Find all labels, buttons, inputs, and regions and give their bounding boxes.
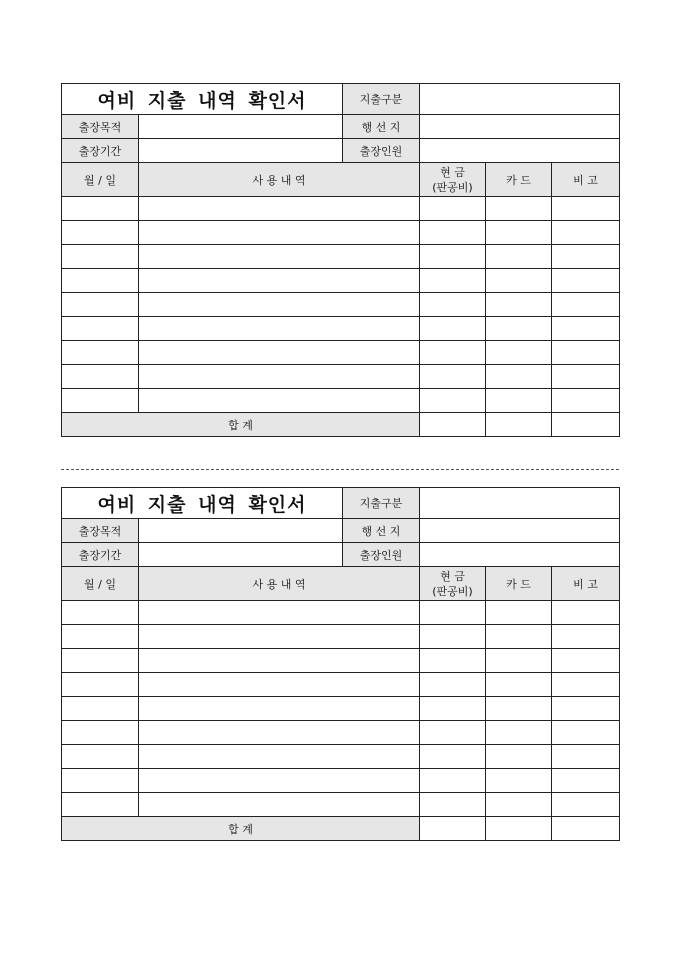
entry-cash-field[interactable] bbox=[420, 365, 486, 389]
entry-cash-field[interactable] bbox=[420, 673, 486, 697]
entry-card-field[interactable] bbox=[486, 245, 552, 269]
expense-type-field[interactable] bbox=[420, 84, 620, 115]
entry-note-field[interactable] bbox=[552, 221, 620, 245]
entry-details-field[interactable] bbox=[139, 673, 420, 697]
entry-date-field[interactable] bbox=[62, 317, 139, 341]
entry-row bbox=[62, 601, 620, 625]
total-card-field[interactable] bbox=[486, 413, 552, 437]
members-field[interactable] bbox=[420, 139, 620, 163]
entry-date-field[interactable] bbox=[62, 697, 139, 721]
expense-type-field[interactable] bbox=[420, 488, 620, 519]
entry-row bbox=[62, 649, 620, 673]
entry-card-field[interactable] bbox=[486, 269, 552, 293]
purpose-field[interactable] bbox=[139, 519, 343, 543]
entry-note-field[interactable] bbox=[552, 649, 620, 673]
entry-row bbox=[62, 745, 620, 769]
purpose-field[interactable] bbox=[139, 115, 343, 139]
entry-row bbox=[62, 269, 620, 293]
entry-row bbox=[62, 673, 620, 697]
entry-cash-field[interactable] bbox=[420, 769, 486, 793]
entry-row bbox=[62, 365, 620, 389]
entry-details-field[interactable] bbox=[139, 197, 420, 221]
entry-details-field[interactable] bbox=[139, 769, 420, 793]
entry-details-field[interactable] bbox=[139, 269, 420, 293]
entry-note-field[interactable] bbox=[552, 601, 620, 625]
destination-label: 행 선 지 bbox=[343, 115, 420, 139]
entry-details-field[interactable] bbox=[139, 341, 420, 365]
entry-note-field[interactable] bbox=[552, 197, 620, 221]
entry-card-field[interactable] bbox=[486, 317, 552, 341]
entry-details-field[interactable] bbox=[139, 221, 420, 245]
total-note-field[interactable] bbox=[552, 413, 620, 437]
col-header-cash-line2: (판공비) bbox=[432, 180, 473, 194]
expense-type-label: 지출구분 bbox=[343, 84, 420, 115]
col-header-card: 카 드 bbox=[486, 567, 552, 601]
entry-card-field[interactable] bbox=[486, 221, 552, 245]
entry-cash-field[interactable] bbox=[420, 293, 486, 317]
total-label: 합 계 bbox=[62, 413, 420, 437]
form-title-cell bbox=[62, 84, 343, 115]
entry-row bbox=[62, 793, 620, 817]
entry-row bbox=[62, 769, 620, 793]
entry-date-field[interactable] bbox=[62, 269, 139, 293]
expense-form-1 bbox=[61, 83, 619, 437]
entry-card-field[interactable] bbox=[486, 197, 552, 221]
period-field[interactable] bbox=[139, 543, 343, 567]
members-label: 출장인원 bbox=[343, 543, 420, 567]
entry-row bbox=[62, 625, 620, 649]
entry-date-field[interactable] bbox=[62, 745, 139, 769]
expense-table bbox=[61, 487, 620, 841]
col-header-cash-line1: 현 금 bbox=[440, 165, 465, 179]
entry-cash-field[interactable] bbox=[420, 625, 486, 649]
entry-card-field[interactable] bbox=[486, 793, 552, 817]
entry-date-field[interactable] bbox=[62, 221, 139, 245]
period-label: 출장기간 bbox=[62, 139, 139, 163]
entry-details-field[interactable] bbox=[139, 745, 420, 769]
entry-note-field[interactable] bbox=[552, 697, 620, 721]
entry-details-field[interactable] bbox=[139, 245, 420, 269]
entry-cash-field[interactable] bbox=[420, 341, 486, 365]
entry-note-field[interactable] bbox=[552, 293, 620, 317]
entry-date-field[interactable] bbox=[62, 601, 139, 625]
form-title-cell bbox=[62, 488, 343, 519]
entry-cash-field[interactable] bbox=[420, 745, 486, 769]
entry-cash-field[interactable] bbox=[420, 389, 486, 413]
entry-note-field[interactable] bbox=[552, 341, 620, 365]
entry-cash-field[interactable] bbox=[420, 245, 486, 269]
destination-field[interactable] bbox=[420, 115, 620, 139]
col-header-cash-line1: 현 금 bbox=[440, 569, 465, 583]
destination-label: 행 선 지 bbox=[343, 519, 420, 543]
entry-date-field[interactable] bbox=[62, 245, 139, 269]
entry-row bbox=[62, 221, 620, 245]
entry-details-field[interactable] bbox=[139, 625, 420, 649]
entry-date-field[interactable] bbox=[62, 649, 139, 673]
entry-cash-field[interactable] bbox=[420, 697, 486, 721]
entry-note-field[interactable] bbox=[552, 625, 620, 649]
entry-date-field[interactable] bbox=[62, 625, 139, 649]
entry-note-field[interactable] bbox=[552, 769, 620, 793]
entry-card-field[interactable] bbox=[486, 341, 552, 365]
entry-row bbox=[62, 341, 620, 365]
entry-date-field[interactable] bbox=[62, 793, 139, 817]
entry-details-field[interactable] bbox=[139, 317, 420, 341]
entry-details-field[interactable] bbox=[139, 601, 420, 625]
entry-card-field[interactable] bbox=[486, 769, 552, 793]
entry-card-field[interactable] bbox=[486, 673, 552, 697]
entry-date-field[interactable] bbox=[62, 197, 139, 221]
total-cash-field[interactable] bbox=[420, 413, 486, 437]
entry-card-field[interactable] bbox=[486, 625, 552, 649]
total-note-field[interactable] bbox=[552, 817, 620, 841]
entry-note-field[interactable] bbox=[552, 793, 620, 817]
col-header-cash bbox=[420, 163, 486, 197]
expense-type-label: 지출구분 bbox=[343, 488, 420, 519]
entry-card-field[interactable] bbox=[486, 293, 552, 317]
entry-rows bbox=[62, 601, 620, 817]
entry-row bbox=[62, 317, 620, 341]
entry-details-field[interactable] bbox=[139, 389, 420, 413]
entry-cash-field[interactable] bbox=[420, 793, 486, 817]
purpose-label: 출장목적 bbox=[62, 519, 139, 543]
entry-note-field[interactable] bbox=[552, 245, 620, 269]
entry-note-field[interactable] bbox=[552, 745, 620, 769]
entry-cash-field[interactable] bbox=[420, 721, 486, 745]
entry-details-field[interactable] bbox=[139, 793, 420, 817]
entry-card-field[interactable] bbox=[486, 745, 552, 769]
col-header-details: 사 용 내 역 bbox=[139, 567, 420, 601]
entry-note-field[interactable] bbox=[552, 365, 620, 389]
entry-note-field[interactable] bbox=[552, 317, 620, 341]
entry-cash-field[interactable] bbox=[420, 269, 486, 293]
entry-details-field[interactable] bbox=[139, 721, 420, 745]
period-label: 출장기간 bbox=[62, 543, 139, 567]
entry-cash-field[interactable] bbox=[420, 197, 486, 221]
col-header-details: 사 용 내 역 bbox=[139, 163, 420, 197]
entry-row bbox=[62, 197, 620, 221]
entry-details-field[interactable] bbox=[139, 365, 420, 389]
entry-date-field[interactable] bbox=[62, 673, 139, 697]
total-card-field[interactable] bbox=[486, 817, 552, 841]
entry-note-field[interactable] bbox=[552, 269, 620, 293]
expense-table bbox=[61, 83, 620, 437]
entry-date-field[interactable] bbox=[62, 293, 139, 317]
entry-date-field[interactable] bbox=[62, 389, 139, 413]
entry-note-field[interactable] bbox=[552, 721, 620, 745]
entry-card-field[interactable] bbox=[486, 697, 552, 721]
destination-field[interactable] bbox=[420, 519, 620, 543]
entry-card-field[interactable] bbox=[486, 389, 552, 413]
col-header-date: 월 / 일 bbox=[62, 163, 139, 197]
entry-row bbox=[62, 245, 620, 269]
form-title: 여비 지출 내역 확인서 bbox=[97, 493, 307, 516]
entry-rows bbox=[62, 197, 620, 413]
entry-row bbox=[62, 697, 620, 721]
col-header-date: 월 / 일 bbox=[62, 567, 139, 601]
col-header-note: 비 고 bbox=[552, 567, 620, 601]
entry-note-field[interactable] bbox=[552, 673, 620, 697]
entry-card-field[interactable] bbox=[486, 721, 552, 745]
entry-cash-field[interactable] bbox=[420, 649, 486, 673]
entry-date-field[interactable] bbox=[62, 769, 139, 793]
entry-date-field[interactable] bbox=[62, 341, 139, 365]
total-label: 합 계 bbox=[62, 817, 420, 841]
period-field[interactable] bbox=[139, 139, 343, 163]
entry-card-field[interactable] bbox=[486, 601, 552, 625]
col-header-card: 카 드 bbox=[486, 163, 552, 197]
entry-details-field[interactable] bbox=[139, 293, 420, 317]
total-cash-field[interactable] bbox=[420, 817, 486, 841]
entry-row bbox=[62, 389, 620, 413]
cut-line-divider bbox=[61, 469, 619, 470]
entry-card-field[interactable] bbox=[486, 365, 552, 389]
entry-row bbox=[62, 293, 620, 317]
entry-date-field[interactable] bbox=[62, 721, 139, 745]
col-header-cash-line2: (판공비) bbox=[432, 584, 473, 598]
form-title: 여비 지출 내역 확인서 bbox=[97, 89, 307, 112]
members-label: 출장인원 bbox=[343, 139, 420, 163]
entry-cash-field[interactable] bbox=[420, 221, 486, 245]
expense-form-2 bbox=[61, 487, 619, 841]
entry-note-field[interactable] bbox=[552, 389, 620, 413]
col-header-cash bbox=[420, 567, 486, 601]
entry-cash-field[interactable] bbox=[420, 601, 486, 625]
entry-row bbox=[62, 721, 620, 745]
entry-details-field[interactable] bbox=[139, 697, 420, 721]
col-header-note: 비 고 bbox=[552, 163, 620, 197]
entry-date-field[interactable] bbox=[62, 365, 139, 389]
entry-cash-field[interactable] bbox=[420, 317, 486, 341]
members-field[interactable] bbox=[420, 543, 620, 567]
purpose-label: 출장목적 bbox=[62, 115, 139, 139]
entry-details-field[interactable] bbox=[139, 649, 420, 673]
entry-card-field[interactable] bbox=[486, 649, 552, 673]
